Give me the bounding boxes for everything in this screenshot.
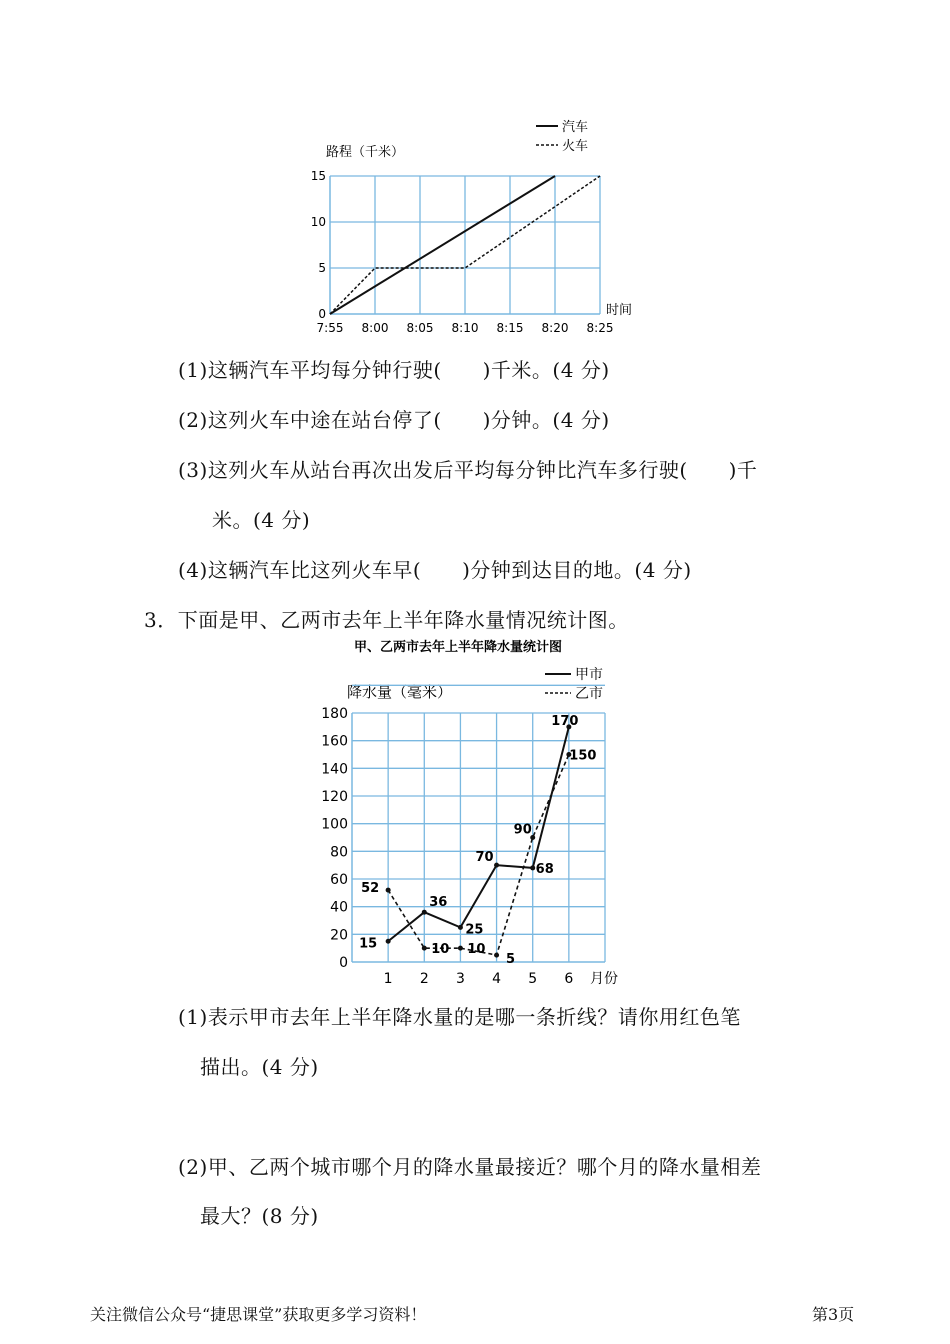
- jia-point: [494, 863, 499, 868]
- yi-data-label: 90: [513, 822, 532, 838]
- legend-car-label: 汽车: [562, 120, 589, 135]
- y-tick-label: 10: [310, 215, 326, 229]
- yi-point: [422, 946, 427, 951]
- page-number: 第3页: [812, 1305, 855, 1324]
- travel-chart: [300, 110, 660, 340]
- y-tick-label: 160: [321, 733, 348, 750]
- y-tick-label: 0: [318, 307, 326, 321]
- x-tick-label: 1: [383, 971, 393, 987]
- rainfall-chart-title: 甲、乙两市去年上半年降水量统计图: [353, 640, 563, 655]
- y-tick-label: 15: [310, 169, 326, 183]
- x-tick-label: 8:25: [586, 321, 614, 335]
- y-tick-label: 5: [318, 261, 326, 275]
- rainfall-chart-xlabel: 月份: [590, 971, 618, 987]
- yi-data-label: 10: [431, 942, 450, 958]
- rainfall-chart-data-labels: [359, 714, 596, 967]
- travel-chart-legend: [536, 120, 588, 154]
- legend-jia-label: 甲市: [575, 667, 603, 683]
- x-tick-label: 8:05: [406, 321, 434, 335]
- rainfall-chart-legend: [545, 667, 603, 702]
- question-2-3-cont: 米。(4 分): [212, 508, 311, 532]
- question-3-2: (2)甲、乙两个城市哪个月的降水量最接近？哪个月的降水量相差: [178, 1155, 762, 1179]
- question-3-1-cont: 描出。(4 分): [200, 1055, 319, 1079]
- y-tick-label: 180: [321, 706, 348, 722]
- jia-point: [458, 925, 463, 930]
- question-2-4: (4)这辆汽车比这列火车早( )分钟到达目的地。(4 分): [178, 558, 692, 582]
- yi-point: [494, 953, 499, 958]
- question-3-2-cont: 最大？(8 分): [200, 1204, 319, 1228]
- jia-data-label: 170: [551, 713, 579, 729]
- footer-note: 关注微信公众号“捷思课堂”获取更多学习资料！: [90, 1305, 427, 1324]
- y-tick-label: 60: [330, 872, 348, 888]
- x-tick-label: 8:00: [361, 321, 389, 335]
- travel-chart-xlabel: 时间: [606, 303, 633, 318]
- y-tick-label: 40: [330, 899, 348, 916]
- x-tick-label: 8:20: [541, 321, 569, 335]
- jia-data-label: 68: [535, 861, 554, 877]
- x-tick-label: 2: [419, 971, 429, 987]
- jia-point: [422, 910, 427, 915]
- legend-train-label: 火车: [562, 139, 589, 154]
- question-2-2: (2)这列火车中途在站台停了( )分钟。(4 分): [178, 408, 610, 432]
- y-tick-label: 120: [321, 789, 348, 805]
- travel-chart-ticks: [311, 169, 614, 335]
- y-tick-label: 100: [321, 816, 348, 833]
- x-tick-label: 7:55: [316, 321, 344, 335]
- x-tick-label: 4: [492, 971, 502, 987]
- question-2-1: (1)这辆汽车平均每分钟行驶( )千米。(4 分): [178, 358, 610, 382]
- question-2-3: (3)这列火车从站台再次出发后平均每分钟比汽车多行驶( )千: [178, 458, 758, 482]
- jia-point: [386, 939, 391, 944]
- jia-data-label: 36: [429, 895, 448, 911]
- jia-data-label: 15: [359, 936, 378, 952]
- travel-chart-grid: [330, 176, 600, 314]
- y-tick-label: 0: [339, 955, 348, 971]
- rainfall-chart: [315, 632, 655, 992]
- jia-point: [530, 865, 535, 870]
- yi-data-label: 5: [506, 952, 516, 968]
- jia-data-label: 25: [465, 922, 484, 938]
- legend-yi-label: 乙市: [575, 686, 603, 702]
- jia-data-label: 70: [475, 850, 494, 866]
- yi-data-label: 52: [361, 881, 380, 897]
- question-3-title: 3．下面是甲、乙两市去年上半年降水量情况统计图。: [144, 608, 629, 632]
- x-tick-label: 3: [455, 971, 465, 987]
- y-tick-label: 80: [330, 844, 348, 861]
- yi-data-label: 10: [467, 942, 486, 958]
- x-tick-label: 8:10: [451, 321, 479, 335]
- x-tick-label: 6: [564, 971, 574, 987]
- car-line: [330, 176, 555, 314]
- x-tick-label: 8:15: [496, 321, 524, 335]
- jia-line: [388, 727, 569, 941]
- travel-chart-ylabel: 路程（千米）: [326, 145, 405, 160]
- y-tick-label: 140: [321, 761, 348, 778]
- rainfall-chart-ylabel: 降水量（毫米）: [347, 683, 453, 701]
- yi-data-label: 150: [569, 748, 597, 764]
- x-tick-label: 5: [528, 971, 538, 987]
- y-tick-label: 20: [330, 927, 348, 944]
- yi-point: [386, 888, 391, 893]
- yi-point: [458, 946, 463, 951]
- question-3-1: (1)表示甲市去年上半年降水量的是哪一条折线？请你用红色笔: [178, 1005, 741, 1029]
